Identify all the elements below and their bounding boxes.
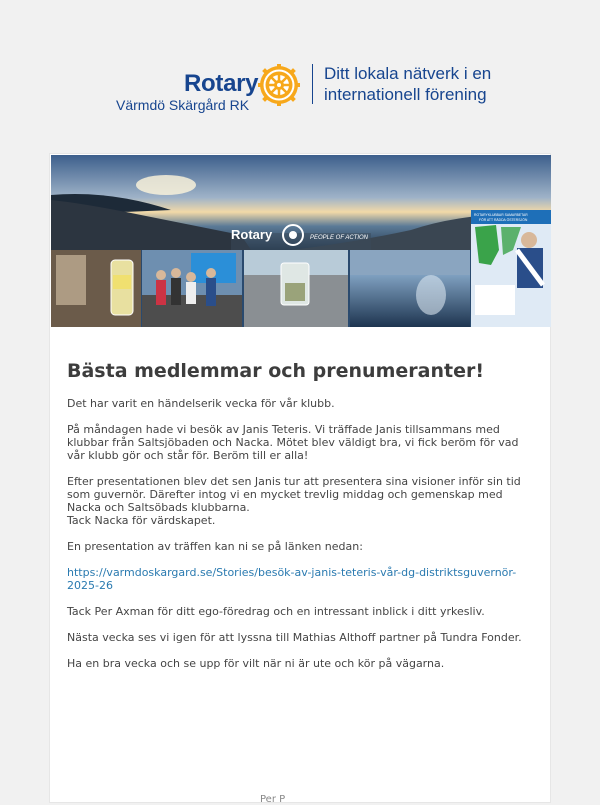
banner-collage xyxy=(51,155,551,327)
logo-wordmark: Rotary xyxy=(184,70,259,97)
email-header xyxy=(0,0,600,150)
tagline xyxy=(324,63,491,105)
email-body xyxy=(67,359,537,683)
rotary-wheel-icon xyxy=(257,63,301,107)
footer-partial-text: Per P xyxy=(260,794,286,805)
paragraph-intro: Det har varit en händelserik vecka för vår klubb. xyxy=(67,397,335,410)
rotary-logo[interactable] xyxy=(114,62,304,112)
paragraph-next-week: Nästa vecka ses vi igen för att lyssna till Mathias Althoff partner på Tundra Fonder. xyxy=(67,631,522,644)
thanks-nacka-text: Tack Nacka för värdskapet. xyxy=(67,514,216,527)
logo-divider xyxy=(312,64,313,104)
presentation-text: Efter presentationen blev det sen Janis tur att presentera sina visioner inför sin tid som guvernör. Därefter intog vi en mycket trevlig middag och gemenskap med Nacka och Saltsöbads klubbarna. xyxy=(67,475,521,514)
people-of-action-text: PEOPLE OF ACTION xyxy=(310,235,369,241)
banner-collage-image xyxy=(51,155,551,327)
paragraph-presentation xyxy=(67,475,537,527)
paragraph-link-intro: En presentation av träffen kan ni se på länken nedan: xyxy=(67,540,363,553)
tagline-line-1: Ditt lokala nätverk i en xyxy=(324,64,492,83)
tagline-line-2: internationell förening xyxy=(324,85,487,104)
club-name: Värmdö Skärgård RK xyxy=(116,97,250,113)
greeting-heading: Bästa medlemmar och prenumeranter! xyxy=(67,360,484,382)
paragraph-link xyxy=(67,566,537,592)
paragraph-closing: Ha en bra vecka och se upp för vilt när ni är ute och kör på vägarna. xyxy=(67,657,445,670)
banner-rotary-text: Rotary xyxy=(231,227,273,242)
paragraph-visit: På måndagen hade vi besök av Janis Teteris. Vi träffade Janis tillsammans med klubbar från Saltsjöbaden och Nacka. Mötet blev väldigt bra, vi fick beröm för vad vår klubb gör och står för. Beröm till er alla! xyxy=(67,423,519,462)
paragraph-thanks-per: Tack Per Axman för ditt ego-föredrag och en intressant inblick i ditt yrkesliv. xyxy=(67,605,485,618)
story-link[interactable]: https://varmdoskargard.se/Stories/besök-av-janis-teteris-vår-dg-distriktsguvernör-2025-26 xyxy=(67,566,517,592)
svg-text:ROTARYKLUBBAR SAMARBETAR: ROTARYKLUBBAR SAMARBETAR xyxy=(474,213,528,217)
email-card xyxy=(49,153,551,803)
svg-text:FÖR ATT RÄDDA ÖSTERSJÖN: FÖR ATT RÄDDA ÖSTERSJÖN xyxy=(479,218,528,222)
